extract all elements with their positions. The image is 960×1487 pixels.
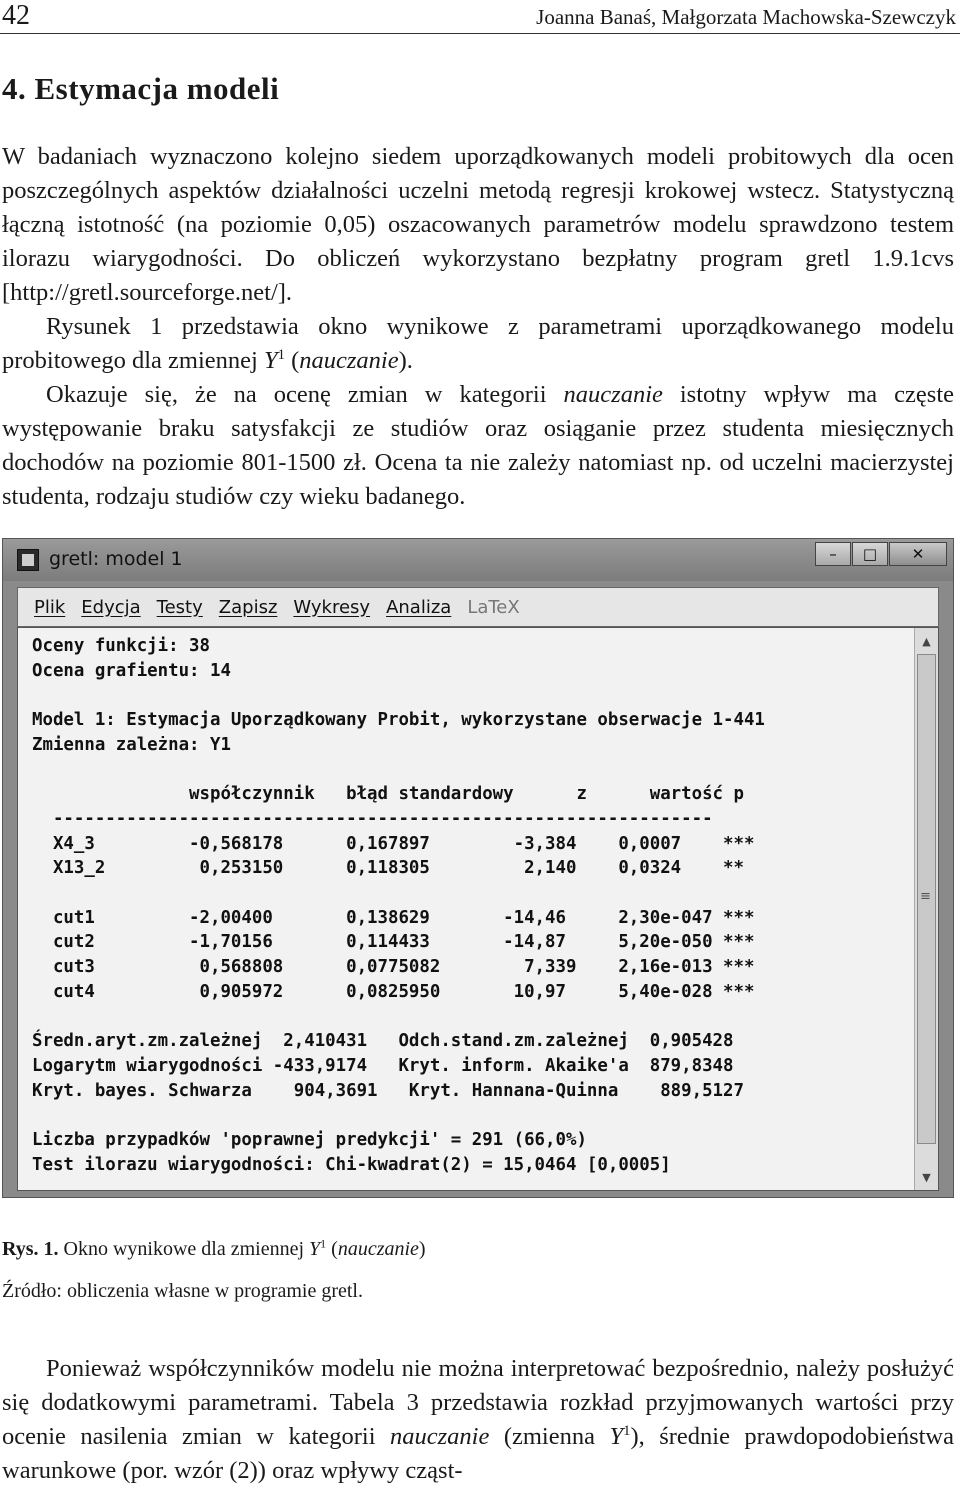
- close-button[interactable]: ✕: [889, 542, 947, 566]
- maximize-button[interactable]: □: [852, 542, 888, 566]
- output-line: [32, 758, 902, 783]
- menu-edycja[interactable]: Edycja: [81, 596, 141, 618]
- output-line: [32, 881, 902, 906]
- menu-testy[interactable]: Testy: [156, 596, 203, 618]
- section-title: 4. Estymacja modeli: [2, 71, 280, 106]
- menu-wykresy[interactable]: Wykresy: [293, 596, 371, 618]
- output-prediction-line: Liczba przypadków 'poprawnej predykcji' = 291 (66,0%): [32, 1130, 587, 1151]
- output-stats-row-1: Średn.aryt.zm.zależnej 2,410431 Odch.stand.zm.zależnej 0,905428: [32, 1031, 734, 1052]
- page-number: 42: [2, 0, 30, 31]
- vertical-scrollbar[interactable]: [914, 628, 938, 1190]
- menu-latex[interactable]: LaTeX: [467, 596, 520, 618]
- output-stats-row-2: Logarytm wiarygodności -433,9174 Kryt. inform. Akaike'a 879,8348: [32, 1055, 734, 1076]
- scroll-grip-icon: ≡: [920, 889, 931, 904]
- menu-bar: [17, 587, 939, 627]
- gretl-model-window: [2, 538, 954, 1198]
- paragraph-3: Okazuje się, że na ocenę zmian w kategorii nauczanie istotny wpływ ma częste występowanie braku satysfakcji ze studiów oraz osiąganie przez studenta miesięcznych dochodów na poziomie 801-1500 zł. Ocena ta nie zależy natomiast np. od uczelni macierzystej studenta, rodzaju studiów czy wieku badanego.: [2, 381, 955, 510]
- output-line: [32, 683, 902, 708]
- output-row-cut4: cut4 0,905972 0,0825950 10,97 5,40e-028 ***: [32, 981, 755, 1002]
- output-row-x13-2: X13_2 0,253150 0,118305 2,140 0,0324 **: [32, 858, 744, 879]
- output-row-cut2: cut2 -1,70156 0,114433 -14,87 5,20e-050 ***: [32, 932, 755, 953]
- gretl-app-icon: [17, 549, 39, 571]
- menu-plik[interactable]: Plik: [34, 596, 66, 618]
- output-lr-test-line: Test ilorazu wiarygodności: Chi-kwadrat(2) = 15,0464 [0,0005]: [32, 1154, 671, 1175]
- model-output-text: [32, 634, 902, 1177]
- menu-analiza[interactable]: Analiza: [386, 596, 452, 618]
- menu-zapisz[interactable]: Zapisz: [218, 596, 278, 618]
- output-line: Oceny funkcji: 38: [32, 636, 210, 656]
- output-line: Ocena grafientu: 14: [32, 660, 231, 681]
- output-line: [32, 1005, 902, 1030]
- output-row-cut3: cut3 0,568808 0,0775082 7,339 2,16e-013 ***: [32, 957, 755, 978]
- output-row-cut1: cut1 -2,00400 0,138629 -14,46 2,30e-047 ***: [32, 907, 755, 928]
- running-header-authors: Joanna Banaś, Małgorzata Machowska-Szewczyk: [536, 5, 956, 29]
- minimize-button[interactable]: –: [815, 542, 851, 566]
- output-separator: ---------------------------------------------------------------: [32, 808, 713, 829]
- running-header: [0, 0, 960, 34]
- body-text-bottom: [2, 1352, 954, 1487]
- window-titlebar[interactable]: [3, 539, 953, 581]
- scroll-down-arrow-icon[interactable]: ▼: [922, 1170, 931, 1184]
- window-title: gretl: model 1: [49, 548, 183, 570]
- output-stats-row-3: Kryt. bayes. Schwarza 904,3691 Kryt. Hannana-Quinna 889,5127: [32, 1080, 744, 1101]
- paragraph-1: W badaniach wyznaczono kolejno siedem uporządkowanych modeli probitowych dla ocen poszczególnych aspektów działalności uczelni metodą regresji krokowej wstecz. Statystyczną łączną istotność (na poziomie 0,05) oszacowanych parametrów modelu sprawdzono testem ilorazu wiarygodności. Do obliczeń wykorzystano bezpłatny program gretl 1.9.1cvs [http://gretl.sourceforge.net/].: [2, 143, 954, 306]
- figure-source: Źródło: obliczenia własne w programie gretl.: [2, 1280, 363, 1302]
- output-row-x4-3: X4_3 -0,568178 0,167897 -3,384 0,0007 ***: [32, 833, 755, 854]
- model-output-pane: [17, 627, 939, 1191]
- paragraph-2: Rysunek 1 przedstawia okno wynikowe z parametrami uporządkowanego modelu probitowego dla zmiennej $Y^1$ (nauczanie).: [2, 313, 954, 374]
- scroll-up-arrow-icon[interactable]: ▲: [922, 634, 931, 648]
- output-line: Zmienna zależna: Y1: [32, 734, 231, 755]
- paragraph-4: Ponieważ współczynników modelu nie można interpretować bezpośrednio, należy posłużyć się dodatkowymi parametrami. Tabela 3 przedstawia rozkład przyjmowanych wartości przy ocenie nasilenia zmian w kategorii nauczanie (zmienna $Y^1$), średnie prawdopodobieństwa warunkowe (por. wzór (2)) oraz wpływy cząst-: [2, 1355, 954, 1484]
- output-table-header: współczynnik błąd standardowy z wartość p: [32, 784, 744, 805]
- window-controls: [814, 542, 947, 566]
- body-text-top: [2, 140, 954, 514]
- output-line: [32, 1103, 902, 1128]
- output-line: Model 1: Estymacja Uporządkowany Probit, wykorzystane obserwacje 1-441: [32, 710, 765, 731]
- figure-caption: Rys. 1. Okno wynikowe dla zmiennej $Y^1$ (nauczanie): [2, 1236, 426, 1260]
